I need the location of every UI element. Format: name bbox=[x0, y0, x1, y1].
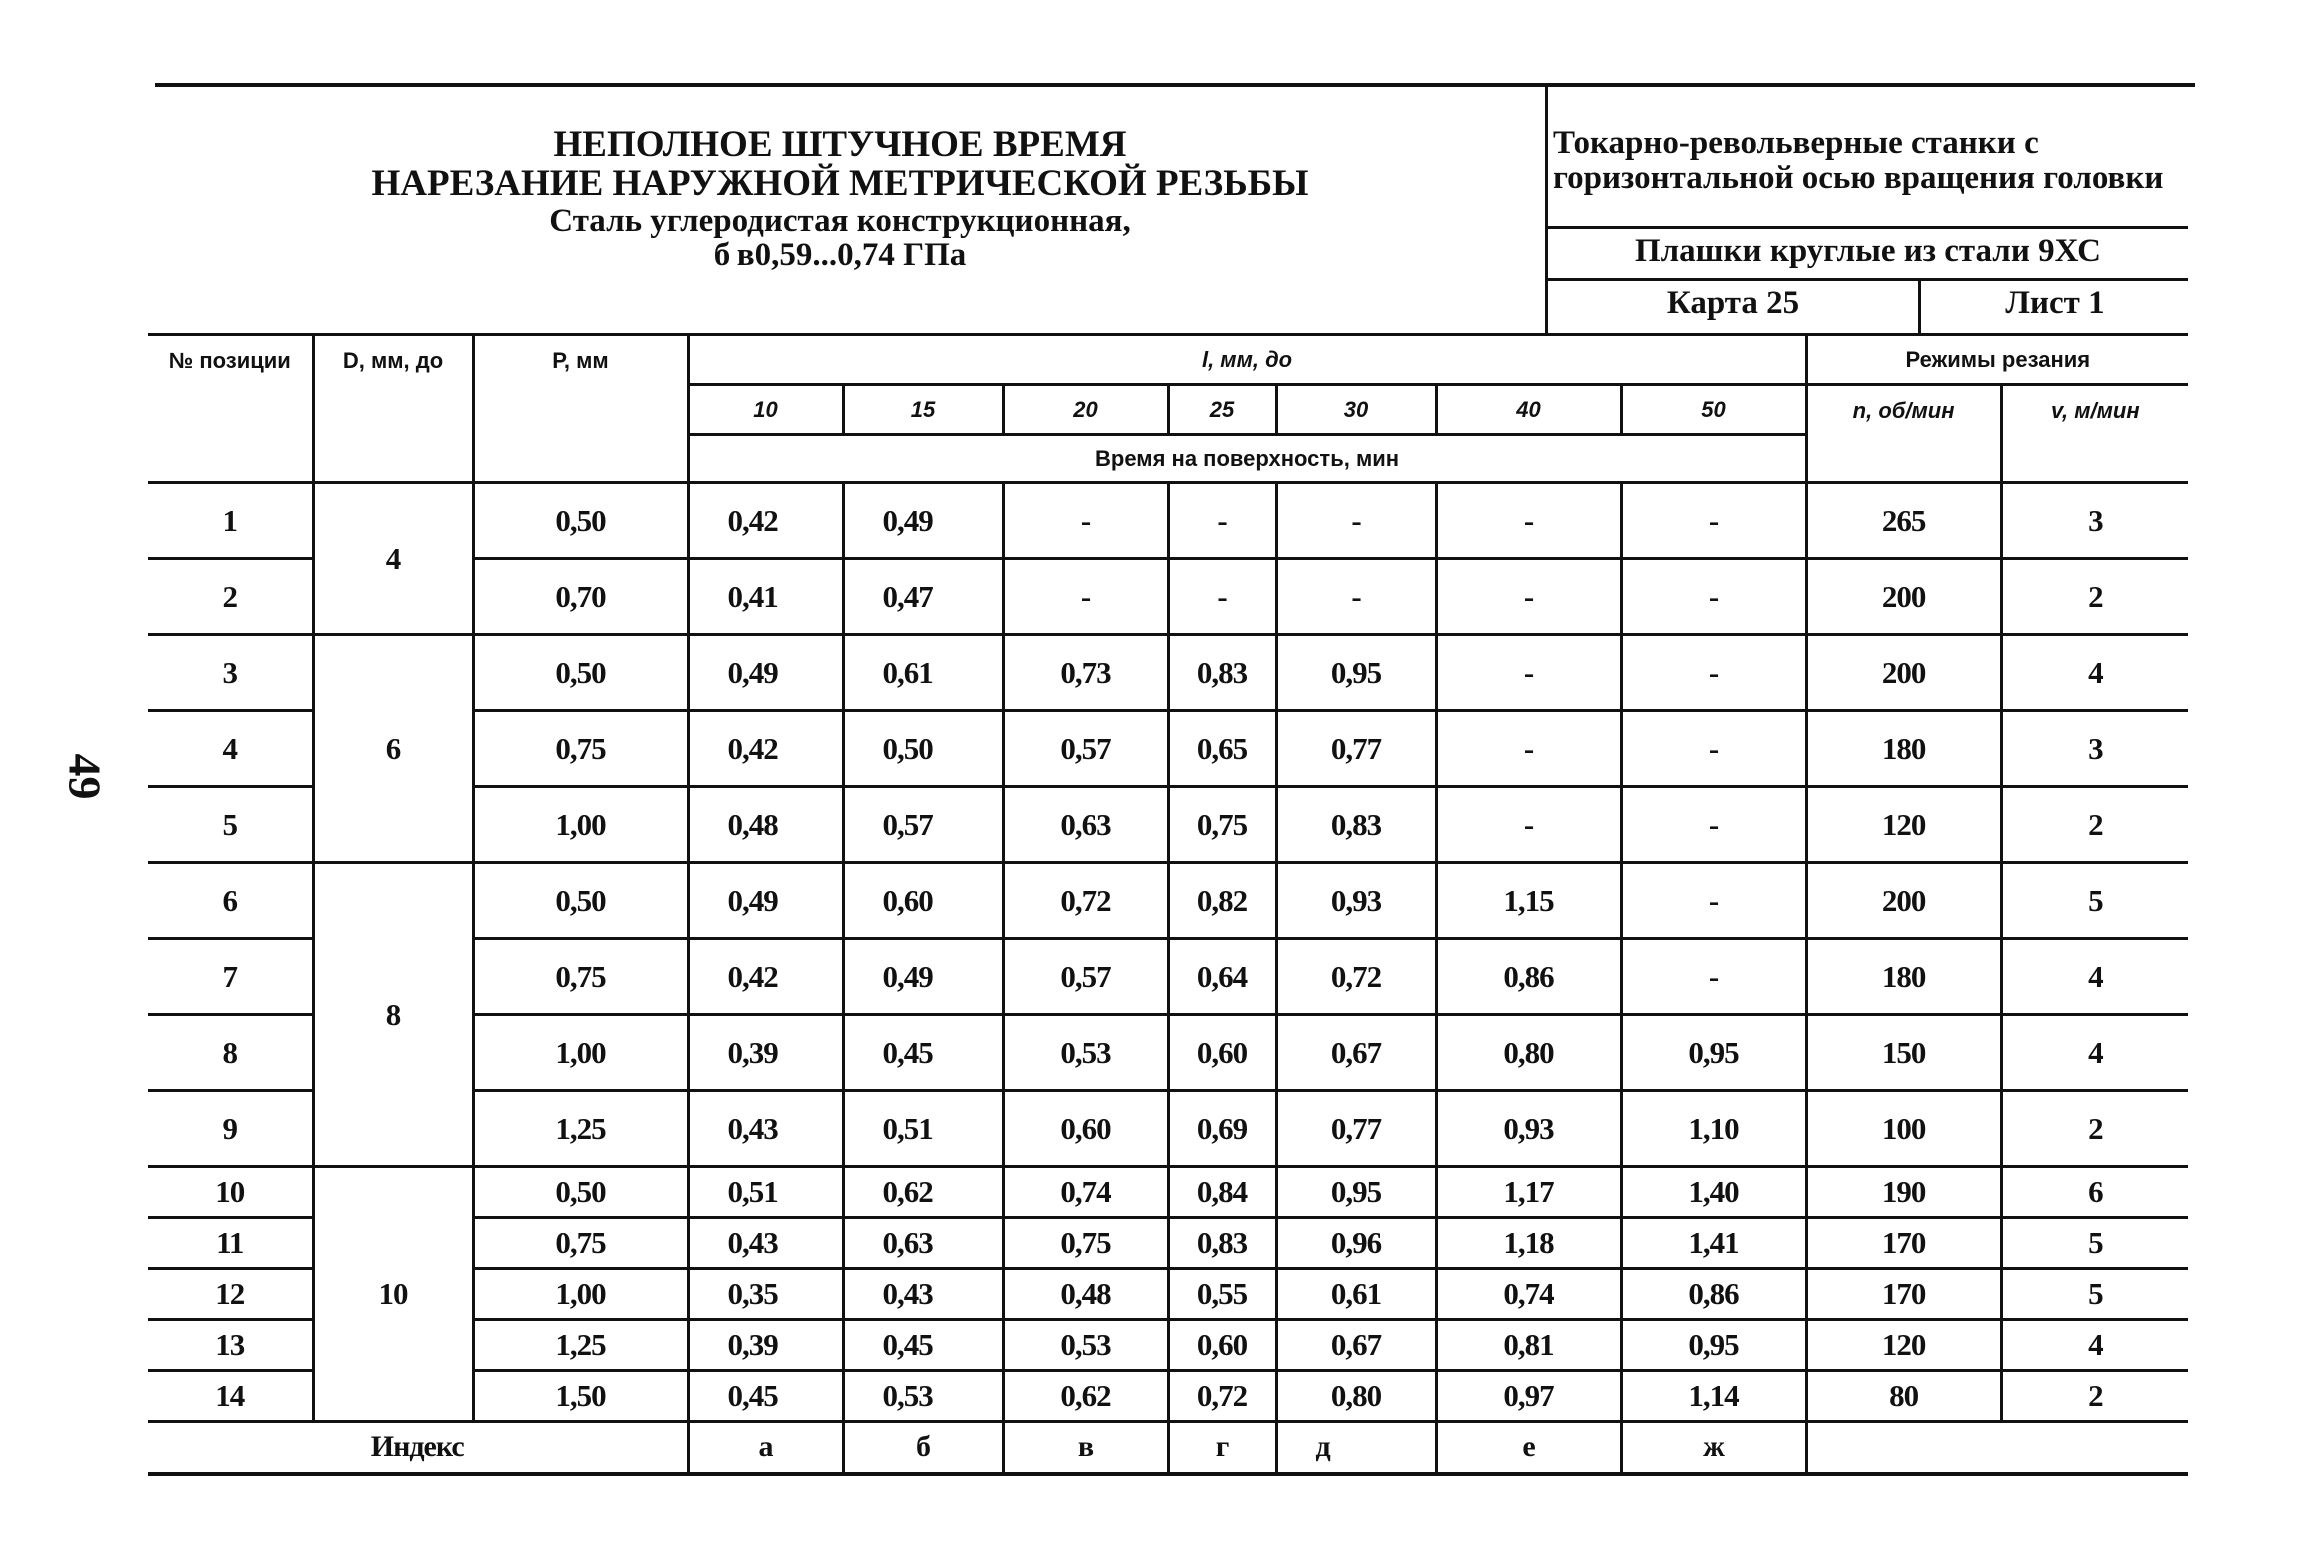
time-cell: 0,77 bbox=[1276, 1091, 1436, 1167]
time-cell: 0,83 bbox=[1168, 635, 1276, 711]
diameter-cell: 4 bbox=[313, 483, 473, 635]
time-cell: 0,39 bbox=[688, 1015, 843, 1091]
time-cell: 0,83 bbox=[1168, 1218, 1276, 1269]
header-length-group: l, мм, до bbox=[688, 335, 1806, 385]
index-letter: д bbox=[1276, 1422, 1436, 1474]
time-cell: - bbox=[1003, 483, 1168, 559]
time-cell: 0,67 bbox=[1276, 1015, 1436, 1091]
time-cell: - bbox=[1436, 483, 1621, 559]
time-cell: 0,45 bbox=[843, 1320, 1003, 1371]
header-length: 50 bbox=[1621, 385, 1806, 435]
position-cell: 14 bbox=[148, 1371, 313, 1422]
time-cell: 0,95 bbox=[1621, 1015, 1806, 1091]
time-cell: 1,41 bbox=[1621, 1218, 1806, 1269]
time-cell: 0,53 bbox=[1003, 1320, 1168, 1371]
time-cell: 0,60 bbox=[1168, 1320, 1276, 1371]
header-modes-group: Режимы резания bbox=[1806, 335, 2188, 385]
time-cell: 0,67 bbox=[1276, 1320, 1436, 1371]
time-cell: - bbox=[1168, 559, 1276, 635]
time-cell: 0,95 bbox=[1276, 635, 1436, 711]
time-cell: 0,84 bbox=[1168, 1167, 1276, 1218]
time-cell: 0,62 bbox=[843, 1167, 1003, 1218]
header-length: 30 bbox=[1276, 385, 1436, 435]
index-letter: е bbox=[1436, 1422, 1621, 1474]
diameter-cell: 6 bbox=[313, 635, 473, 863]
time-cell: 0,74 bbox=[1003, 1167, 1168, 1218]
position-cell: 5 bbox=[148, 787, 313, 863]
time-cell: - bbox=[1621, 711, 1806, 787]
time-cell: 0,93 bbox=[1276, 863, 1436, 939]
time-cell: 0,83 bbox=[1276, 787, 1436, 863]
position-cell: 8 bbox=[148, 1015, 313, 1091]
pitch-cell: 1,00 bbox=[473, 1269, 688, 1320]
material-line-2: б в0,59...0,74 ГПа bbox=[713, 237, 967, 274]
speed-v-cell: 6 bbox=[2001, 1167, 2188, 1218]
speed-v-cell: 2 bbox=[2001, 1091, 2188, 1167]
time-cell: 0,60 bbox=[1003, 1091, 1168, 1167]
header-time-label: Время на поверхность, мин bbox=[688, 435, 1806, 483]
time-cell: 0,49 bbox=[843, 483, 1003, 559]
time-cell: 0,82 bbox=[1168, 863, 1276, 939]
time-cell: 0,39 bbox=[688, 1320, 843, 1371]
time-cell: 0,35 bbox=[688, 1269, 843, 1320]
time-cell: 0,72 bbox=[1003, 863, 1168, 939]
time-cell: 0,51 bbox=[843, 1091, 1003, 1167]
speed-n-cell: 170 bbox=[1806, 1218, 2001, 1269]
speed-v-cell: 2 bbox=[2001, 559, 2188, 635]
time-cell: 0,69 bbox=[1168, 1091, 1276, 1167]
header-length: 10 bbox=[688, 385, 843, 435]
time-cell: 0,95 bbox=[1621, 1320, 1806, 1371]
speed-n-cell: 180 bbox=[1806, 711, 2001, 787]
sheet-number: Лист 1 bbox=[2005, 285, 2105, 321]
header-speed-v: v, м/мин bbox=[2001, 385, 2188, 483]
diameter-cell: 8 bbox=[313, 863, 473, 1167]
time-cell: - bbox=[1621, 863, 1806, 939]
time-cell: 0,51 bbox=[688, 1167, 843, 1218]
position-cell: 7 bbox=[148, 939, 313, 1015]
material-line-1: Сталь углеродистая конструкционная, bbox=[549, 202, 1131, 239]
time-cell: 0,61 bbox=[1276, 1269, 1436, 1320]
pitch-cell: 1,25 bbox=[473, 1091, 688, 1167]
position-cell: 9 bbox=[148, 1091, 313, 1167]
speed-n-cell: 120 bbox=[1806, 787, 2001, 863]
speed-v-cell: 3 bbox=[2001, 711, 2188, 787]
time-cell: 0,72 bbox=[1276, 939, 1436, 1015]
pitch-cell: 0,75 bbox=[473, 711, 688, 787]
time-cell: 0,81 bbox=[1436, 1320, 1621, 1371]
speed-n-cell: 200 bbox=[1806, 559, 2001, 635]
time-cell: - bbox=[1436, 787, 1621, 863]
card-number: Карта 25 bbox=[1666, 285, 1800, 321]
time-cell: 0,48 bbox=[688, 787, 843, 863]
speed-n-cell: 180 bbox=[1806, 939, 2001, 1015]
index-empty bbox=[1806, 1422, 2188, 1474]
header-pitch: Р, мм bbox=[473, 335, 688, 483]
time-cell: 0,45 bbox=[843, 1015, 1003, 1091]
time-cell: - bbox=[1276, 483, 1436, 559]
time-cell: 1,10 bbox=[1621, 1091, 1806, 1167]
time-cell: 0,60 bbox=[1168, 1015, 1276, 1091]
time-cell: - bbox=[1003, 559, 1168, 635]
time-cell: 1,40 bbox=[1621, 1167, 1806, 1218]
index-letter: а bbox=[688, 1422, 843, 1474]
time-cell: 1,17 bbox=[1436, 1167, 1621, 1218]
speed-n-cell: 100 bbox=[1806, 1091, 2001, 1167]
time-cell: 0,61 bbox=[843, 635, 1003, 711]
time-cell: 0,65 bbox=[1168, 711, 1276, 787]
header-length: 15 bbox=[843, 385, 1003, 435]
header-length: 20 bbox=[1003, 385, 1168, 435]
index-label: Индекс bbox=[148, 1422, 688, 1474]
title-line-1: НЕПОЛНОЕ ШТУЧНОЕ ВРЕМЯ bbox=[553, 124, 1127, 165]
tool-type: Плашки круглые из стали 9ХС bbox=[1635, 233, 2101, 269]
position-cell: 13 bbox=[148, 1320, 313, 1371]
position-cell: 6 bbox=[148, 863, 313, 939]
page-number: 49 bbox=[59, 753, 111, 800]
time-cell: 0,49 bbox=[688, 635, 843, 711]
header-rule-right-1 bbox=[1548, 226, 2188, 229]
time-cell: 0,41 bbox=[688, 559, 843, 635]
time-cell: 0,43 bbox=[688, 1091, 843, 1167]
index-letter: б bbox=[843, 1422, 1003, 1474]
time-cell: 1,14 bbox=[1621, 1371, 1806, 1422]
time-cell: 0,49 bbox=[688, 863, 843, 939]
speed-v-cell: 5 bbox=[2001, 863, 2188, 939]
time-cell: 0,57 bbox=[1003, 939, 1168, 1015]
position-cell: 1 bbox=[148, 483, 313, 559]
speed-v-cell: 4 bbox=[2001, 1015, 2188, 1091]
pitch-cell: 0,70 bbox=[473, 559, 688, 635]
time-cell: 0,43 bbox=[688, 1218, 843, 1269]
speed-v-cell: 4 bbox=[2001, 939, 2188, 1015]
diameter-cell: 10 bbox=[313, 1167, 473, 1422]
time-cell: 0,93 bbox=[1436, 1091, 1621, 1167]
position-cell: 4 bbox=[148, 711, 313, 787]
header-rule-right-2 bbox=[1548, 278, 2188, 281]
time-cell: 1,15 bbox=[1436, 863, 1621, 939]
data-table bbox=[148, 333, 2188, 1476]
pitch-cell: 0,50 bbox=[473, 635, 688, 711]
speed-n-cell: 265 bbox=[1806, 483, 2001, 559]
position-cell: 12 bbox=[148, 1269, 313, 1320]
time-cell: - bbox=[1621, 939, 1806, 1015]
time-cell: 0,60 bbox=[843, 863, 1003, 939]
time-cell: - bbox=[1621, 635, 1806, 711]
position-cell: 11 bbox=[148, 1218, 313, 1269]
time-cell: - bbox=[1621, 787, 1806, 863]
time-cell: 0,86 bbox=[1436, 939, 1621, 1015]
time-cell: - bbox=[1436, 711, 1621, 787]
time-cell: 0,75 bbox=[1168, 787, 1276, 863]
header-length: 25 bbox=[1168, 385, 1276, 435]
header-position: № позиции bbox=[148, 335, 313, 483]
speed-v-cell: 4 bbox=[2001, 1320, 2188, 1371]
speed-n-cell: 200 bbox=[1806, 635, 2001, 711]
time-cell: - bbox=[1621, 483, 1806, 559]
time-cell: 0,64 bbox=[1168, 939, 1276, 1015]
time-cell: 0,53 bbox=[1003, 1015, 1168, 1091]
time-cell: 0,62 bbox=[1003, 1371, 1168, 1422]
time-cell: 0,50 bbox=[843, 711, 1003, 787]
time-cell: 0,73 bbox=[1003, 635, 1168, 711]
pitch-cell: 0,50 bbox=[473, 863, 688, 939]
position-cell: 3 bbox=[148, 635, 313, 711]
time-cell: 0,55 bbox=[1168, 1269, 1276, 1320]
card-sheet-divider bbox=[1918, 278, 1921, 333]
time-cell: 0,80 bbox=[1276, 1371, 1436, 1422]
speed-n-cell: 190 bbox=[1806, 1167, 2001, 1218]
header-diameter: D, мм, до bbox=[313, 335, 473, 483]
time-cell: 0,57 bbox=[1003, 711, 1168, 787]
pitch-cell: 1,25 bbox=[473, 1320, 688, 1371]
time-cell: 1,18 bbox=[1436, 1218, 1621, 1269]
time-cell: 0,86 bbox=[1621, 1269, 1806, 1320]
top-rule bbox=[155, 83, 2195, 87]
speed-n-cell: 150 bbox=[1806, 1015, 2001, 1091]
time-cell: 0,96 bbox=[1276, 1218, 1436, 1269]
time-cell: 0,42 bbox=[688, 711, 843, 787]
machine-type: Токарно-револьверные станки с горизонтальной осью вращения головки bbox=[1553, 125, 2164, 196]
time-cell: 0,53 bbox=[843, 1371, 1003, 1422]
pitch-cell: 0,50 bbox=[473, 483, 688, 559]
speed-v-cell: 4 bbox=[2001, 635, 2188, 711]
speed-v-cell: 2 bbox=[2001, 787, 2188, 863]
time-cell: 0,45 bbox=[688, 1371, 843, 1422]
index-letter: ж bbox=[1621, 1422, 1806, 1474]
position-cell: 2 bbox=[148, 559, 313, 635]
title-block bbox=[155, 126, 1525, 273]
title-line-2: НАРЕЗАНИЕ НАРУЖНОЙ МЕТРИЧЕСКОЙ РЕЗЬБЫ bbox=[371, 162, 1309, 204]
speed-v-cell: 5 bbox=[2001, 1218, 2188, 1269]
time-cell: 0,75 bbox=[1003, 1218, 1168, 1269]
time-cell: 0,77 bbox=[1276, 711, 1436, 787]
time-cell: 0,97 bbox=[1436, 1371, 1621, 1422]
speed-n-cell: 120 bbox=[1806, 1320, 2001, 1371]
header-length: 40 bbox=[1436, 385, 1621, 435]
pitch-cell: 1,00 bbox=[473, 1015, 688, 1091]
time-cell: 0,80 bbox=[1436, 1015, 1621, 1091]
header-speed-n: n, об/мин bbox=[1806, 385, 2001, 483]
pitch-cell: 0,75 bbox=[473, 939, 688, 1015]
speed-n-cell: 200 bbox=[1806, 863, 2001, 939]
time-cell: 0,57 bbox=[843, 787, 1003, 863]
time-cell: 0,74 bbox=[1436, 1269, 1621, 1320]
pitch-cell: 0,50 bbox=[473, 1167, 688, 1218]
time-cell: 0,48 bbox=[1003, 1269, 1168, 1320]
time-cell: 0,72 bbox=[1168, 1371, 1276, 1422]
index-letter: в bbox=[1003, 1422, 1168, 1474]
time-cell: - bbox=[1436, 559, 1621, 635]
time-cell: 0,63 bbox=[1003, 787, 1168, 863]
pitch-cell: 1,00 bbox=[473, 787, 688, 863]
pitch-cell: 0,75 bbox=[473, 1218, 688, 1269]
time-cell: 0,42 bbox=[688, 483, 843, 559]
speed-v-cell: 5 bbox=[2001, 1269, 2188, 1320]
time-cell: 0,49 bbox=[843, 939, 1003, 1015]
speed-v-cell: 3 bbox=[2001, 483, 2188, 559]
index-letter: г bbox=[1168, 1422, 1276, 1474]
time-cell: - bbox=[1621, 559, 1806, 635]
time-cell: 0,63 bbox=[843, 1218, 1003, 1269]
speed-n-cell: 80 bbox=[1806, 1371, 2001, 1422]
time-cell: - bbox=[1436, 635, 1621, 711]
pitch-cell: 1,50 bbox=[473, 1371, 688, 1422]
speed-n-cell: 170 bbox=[1806, 1269, 2001, 1320]
position-cell: 10 bbox=[148, 1167, 313, 1218]
time-cell: 0,95 bbox=[1276, 1167, 1436, 1218]
time-cell: - bbox=[1276, 559, 1436, 635]
time-cell: 0,42 bbox=[688, 939, 843, 1015]
time-cell: - bbox=[1168, 483, 1276, 559]
time-cell: 0,43 bbox=[843, 1269, 1003, 1320]
time-cell: 0,47 bbox=[843, 559, 1003, 635]
speed-v-cell: 2 bbox=[2001, 1371, 2188, 1422]
